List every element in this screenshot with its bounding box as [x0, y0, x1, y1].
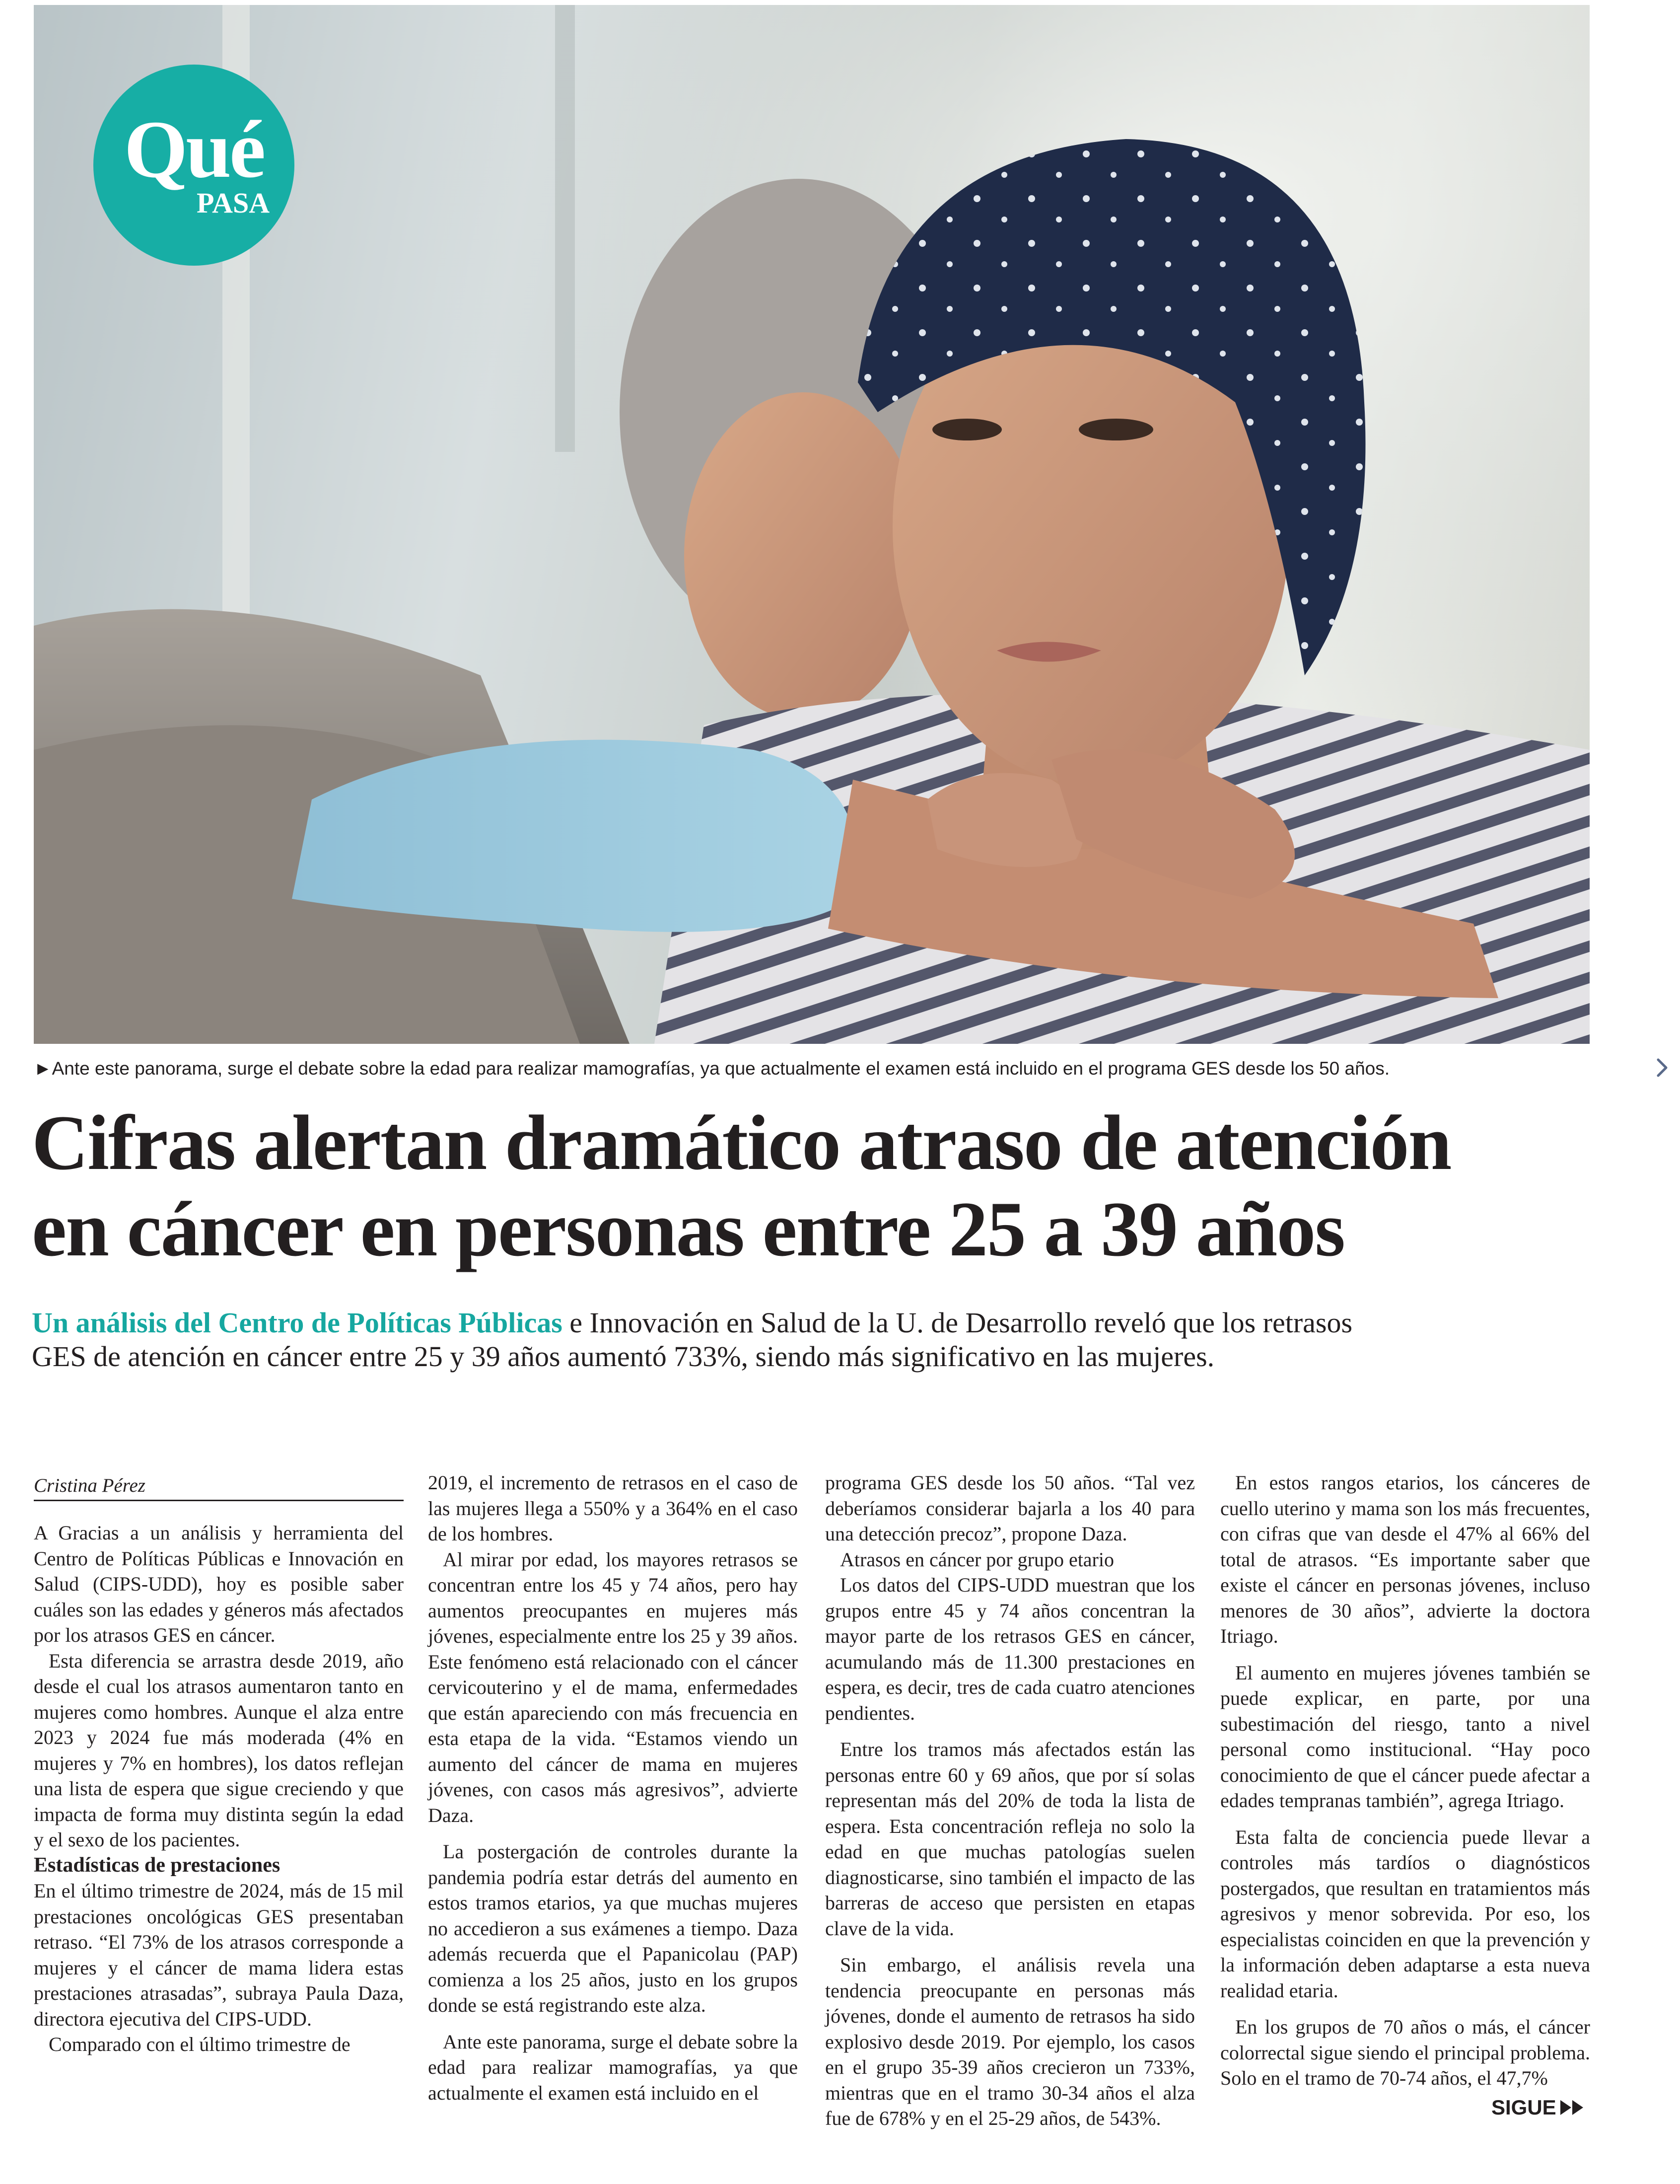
paragraph: Esta falta de conciencia puede llevar a controles más tardíos o diagnósticos postergados, que resultan en tratamientos más agresivos y menor sobrevida. Por eso, los especialistas coinciden en que la prevención y la información deben adaptarse a esta nueva realidad etaria. — [1220, 1825, 1590, 2002]
next-page-button[interactable] — [1647, 1053, 1677, 1083]
paragraph: A Gracias a un análisis y herramienta del Centro de Políticas Públicas e Innovación en Salud (CIPS-UDD), hoy es posible saber cuáles son las edades y géneros más afectados por los atrasos GES en cáncer. — [34, 1522, 404, 1646]
paragraph: Comparado con el último trimestre de — [49, 2033, 350, 2055]
paragraph: Entre los tramos más afectados están las personas entre 60 y 69 años, que por sí solas representan más del 20% de toda la lista de espera. Esta concentración refleja no solo la edad en que muchas patologías suelen diagnosticarse, sino también el impacto de las barreras de acceso que persisten en etapas clave de la vida. — [825, 1738, 1195, 1940]
paragraph: Sin embargo, el análisis revela una tendencia preocupante en personas más jóvenes, donde el aumento de retrasos ha sido explosivo desde 2019. Por ejemplo, los casos en el grupo 35-39 años crecieron un 733%, mientras que en el tramo 30-34 años el alza fue de 678% y en el 25-29 años, de 543%. — [825, 1954, 1195, 2129]
paragraph: Esta diferencia se arrastra desde 2019, año desde el cual los atrasos aumentaron tanto en mujeres como hombres. Aunque el alza entre 2023 y 2024 fue más moderada (4% en mujeres y 7% en hombres), los datos reflejan una lista de espera que sigue creciendo y que impacta de forma muy distinta según la edad y el sexo de los pacientes. — [34, 1649, 404, 1851]
paragraph: Ante este panorama, surge el debate sobre la edad para realizar mamografías, ya que actualmente el examen está incluido en el — [428, 2030, 798, 2104]
lede-line-2: GES de atención en cáncer entre 25 y 39 años aumentó 733%, siendo más significativo en las mujeres. — [32, 1340, 1215, 1373]
logo-top-text: Qué — [124, 104, 264, 195]
headline-line-2: en cáncer en personas entre 25 a 39 años — [32, 1186, 1344, 1273]
byline: Cristina Pérez — [34, 1474, 404, 1501]
subheading: Estadísticas de prestaciones — [34, 1853, 280, 1877]
section-label: Atrasos en cáncer por grupo etario — [840, 1548, 1114, 1571]
photo-caption: ►Ante este panorama, surge el debate sobre la edad para realizar mamografías, ya que actualmente el examen está incluido en el programa GES desde los 50 años. — [34, 1058, 1390, 1079]
hero-photo — [34, 5, 1590, 1044]
double-triangle-icon — [1560, 2100, 1583, 2115]
paragraph: Los datos del CIPS-UDD muestran que los grupos entre 45 y 74 años concentran la mayor parte de los retrasos GES en cáncer, acumulando más de 11.300 prestaciones en espera, es decir, tres de cada cuatro atenciones pendientes. — [825, 1574, 1195, 1724]
paragraph: En estos rangos etarios, los cánceres de cuello uterino y mama son los más frecuentes, con cifras que van desde el 47% al 66% del total de atrasos. “Es importante saber que existe el cáncer en personas jóvenes, incluso menores de 30 años”, advierte la doctora Itriago. — [1220, 1471, 1590, 1647]
lede-line-1-rest: e Innovación en Salud de la U. de Desarrollo reveló que los retrasos — [562, 1307, 1353, 1339]
paragraph: El aumento en mujeres jóvenes también se puede explicar, en parte, por una subestimación del riesgo, tanto a nivel personal como institucional. “Hay poco conocimiento de que el cáncer puede afectar a edades tempranas también”, agrega Itriago. — [1220, 1661, 1590, 1812]
paragraph: La postergación de controles durante la pandemia podría estar detrás del aumento en estos tramos etarios, ya que muchas mujeres no accedieron a sus exámenes a tiempo. Daza además recuerda que el Papanicolau (PAP) comienza a los 25 años, justo en los grupos donde se está registrando este alza. — [428, 1840, 798, 2016]
headline — [32, 1100, 1650, 1273]
paragraph: 2019, el incremento de retrasos en el caso de las mujeres llega a 550% y a 364% en el caso de los hombres. — [428, 1471, 798, 1545]
paragraph: En el último trimestre de 2024, más de 15 mil prestaciones oncológicas GES presentaban retraso. “El 73% de los atrasos corresponde a mujeres y el cáncer de mama lidera estas prestaciones atrasadas”, subraya Paula Daza, directora ejecutiva del CIPS-UDD. — [34, 1880, 404, 2030]
lede-line-1 — [32, 1306, 1650, 1340]
continue-label: SIGUE — [1491, 2096, 1556, 2119]
paragraph: En los grupos de 70 años o más, el cáncer colorrectal sigue siendo el principal problema. Solo en el tramo de 70-74 años, el 47,7% — [1220, 2016, 1590, 2089]
article-column-1 — [34, 1470, 404, 2057]
continue-marker — [1491, 2096, 1583, 2119]
headline-line-1: Cifras alertan dramático atraso de atención — [32, 1099, 1451, 1186]
article-column-3 — [825, 1470, 1195, 2131]
chevron-right-icon — [1647, 1053, 1677, 1083]
logo-bottom-text: PASA — [197, 187, 270, 219]
paragraph: Al mirar por edad, los mayores retrasos se concentran entre los 45 y 74 años, pero hay aumentos preocupantes en mujeres más jóvenes, especialmente entre los 25 y 39 años. Este fenómeno está relacionado con el cáncer cervicouterino y el de mama, enfermedades que están apareciendo con más frecuencia en esta etapa de la vida. “Estamos viendo un aumento del cáncer de mama en mujeres jóvenes, con casos más agresivos”, advierte Daza. — [428, 1548, 798, 1826]
que-pasa-logo — [93, 65, 294, 266]
article-column-2 — [428, 1470, 798, 2106]
paragraph: programa GES desde los 50 años. “Tal vez deberíamos considerar bajarla a los 40 para una detección precoz”, propone Daza. — [825, 1471, 1195, 1545]
lede-highlight: Un análisis del Centro de Políticas Públicas — [32, 1307, 562, 1339]
lede — [32, 1306, 1650, 1374]
article-column-4 — [1220, 1470, 1590, 2091]
